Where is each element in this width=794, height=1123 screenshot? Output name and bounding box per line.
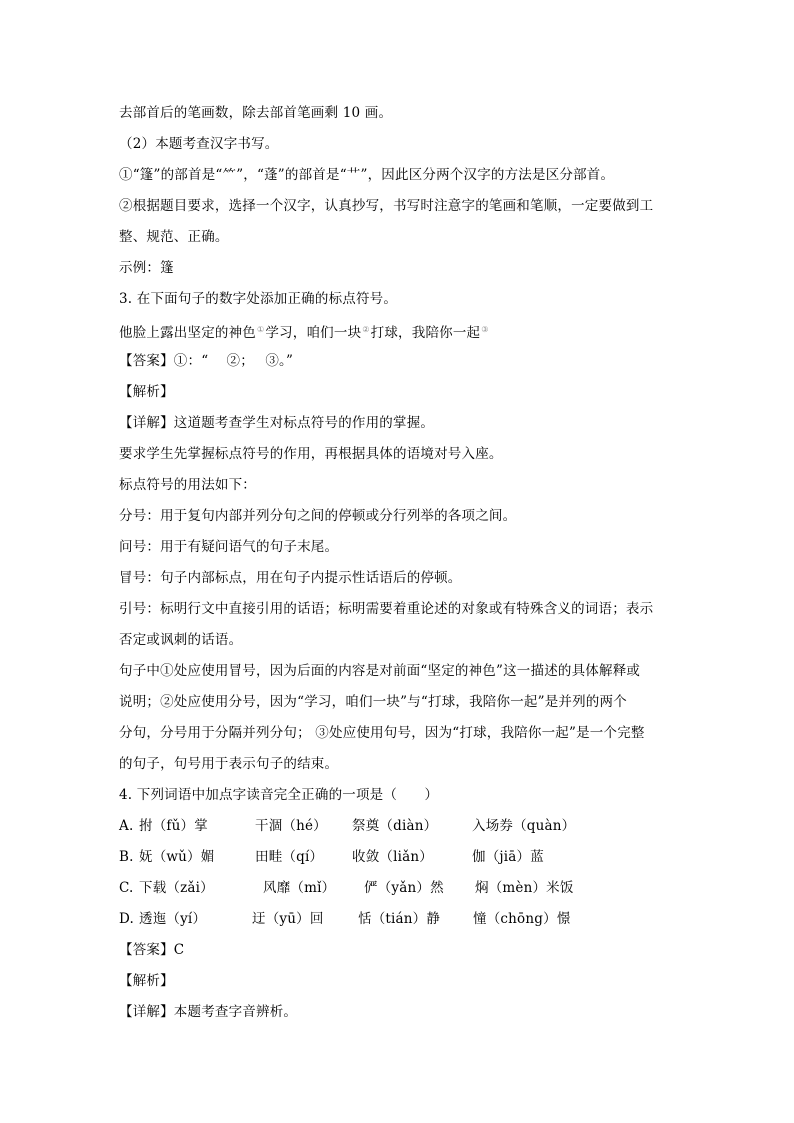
text-line: 标点符号的用法如下： bbox=[119, 477, 256, 493]
option-a bbox=[119, 816, 575, 836]
option-word: 风靡（mǐ） bbox=[263, 880, 336, 896]
option-word: 下载（zǎi） bbox=[139, 880, 214, 896]
text-line: 句子中①处应使用冒号，因为后面的内容是对前面“坚定的神色”这一描述的具体解释或 bbox=[119, 663, 641, 679]
option-word: 拊（fǔ）掌 bbox=[139, 818, 208, 834]
text-line: （2）本题考查汉字书写。 bbox=[119, 136, 279, 152]
option-b bbox=[119, 847, 544, 867]
option-word: 恬（tián）静 bbox=[358, 911, 441, 927]
text-line: 冒号：句子内部标点，用在句子内提示性话语后的停顿。 bbox=[119, 570, 462, 586]
option-c bbox=[119, 878, 574, 898]
text-line: 引号：标明行文中直接引用的话语；标明需要着重论述的对象或有特殊含义的词语；表示 bbox=[119, 601, 654, 617]
option-label: B. bbox=[119, 849, 134, 865]
text-line: 整、规范、正确。 bbox=[119, 229, 229, 245]
text-line: 说明；②处应使用分号，因为“学习，咱们一块”与“打球，我陪你一起”是并列的两个 bbox=[119, 694, 627, 710]
sentence-part: 打球，我陪你一起 bbox=[370, 325, 481, 341]
blank-marker: ② bbox=[362, 325, 370, 334]
text-line: ②根据题目要求，选择一个汉字，认真抄写，书写时注意字的笔画和笔顺，一定要做到工 bbox=[119, 198, 654, 214]
option-word: 入场券（quàn） bbox=[472, 818, 576, 834]
option-word: 田畦（qí） bbox=[255, 849, 324, 865]
text-line: 【详解】这道题考查学生对标点符号的作用的掌握。 bbox=[119, 415, 435, 431]
text-line: 的句子，句号用于表示句子的结束。 bbox=[119, 756, 339, 772]
text-line: 示例：篷 bbox=[119, 260, 174, 276]
question-4-stem: 4. 下列词语中加点字读音完全正确的一项是（ ） bbox=[119, 787, 439, 803]
option-word: 迂（yū）回 bbox=[252, 911, 324, 927]
blank-marker: ③ bbox=[481, 325, 489, 334]
blank-marker: ① bbox=[257, 325, 265, 334]
option-word: 收敛（liǎn） bbox=[352, 849, 433, 865]
question-3-stem: 3. 在下面句子的数字处添加正确的标点符号。 bbox=[119, 291, 398, 307]
text-line: 问号：用于有疑问语气的句子末尾。 bbox=[119, 539, 339, 555]
option-word: 俨（yǎn）然 bbox=[364, 880, 444, 896]
answer-line: 【答案】①：“ ②； ③。” bbox=[119, 353, 294, 369]
sentence-part: 学习，咱们一块 bbox=[265, 325, 362, 341]
option-word: 憧（chōng）憬 bbox=[473, 911, 571, 927]
option-word: 透迤（yí） bbox=[139, 911, 207, 927]
text-line: 否定或讽刺的话语。 bbox=[119, 632, 243, 648]
question-3-sentence bbox=[119, 320, 490, 343]
option-label: A. bbox=[119, 818, 134, 834]
text-line: 去部首后的笔画数，除去部首笔画剩 10 画。 bbox=[119, 105, 393, 121]
text-line: ①“篷”的部首是“⺮”，“蓬”的部首是“艹”，因此区分两个汉字的方法是区分部首。 bbox=[119, 167, 615, 183]
option-word: 干涸（hé） bbox=[255, 818, 327, 834]
text-line: 要求学生先掌握标点符号的作用，再根据具体的语境对号入座。 bbox=[119, 446, 503, 462]
option-word: 祭奠（diàn） bbox=[352, 818, 438, 834]
option-label: D. bbox=[119, 911, 135, 927]
sentence-part: 他脸上露出坚定的神色 bbox=[119, 325, 256, 341]
option-word: 伽（jiā）蓝 bbox=[472, 849, 544, 865]
analysis-heading: 【解析】 bbox=[119, 973, 174, 989]
option-label: C. bbox=[119, 880, 134, 896]
analysis-heading: 【解析】 bbox=[119, 384, 174, 400]
text-line: 【详解】本题考查字音辨析。 bbox=[119, 1004, 298, 1020]
option-word: 妩（wǔ）媚 bbox=[139, 849, 215, 865]
option-d bbox=[119, 909, 571, 929]
text-line: 分号：用于复句内部并列分句之间的停顿或分行列举的各项之间。 bbox=[119, 508, 517, 524]
answer-line: 【答案】C bbox=[119, 942, 185, 958]
text-line: 分句，分号用于分隔并列分句； ③处应使用句号，因为“打球，我陪你一起”是一个完整 bbox=[119, 725, 645, 741]
option-word: 焖（mèn）米饭 bbox=[475, 880, 574, 896]
